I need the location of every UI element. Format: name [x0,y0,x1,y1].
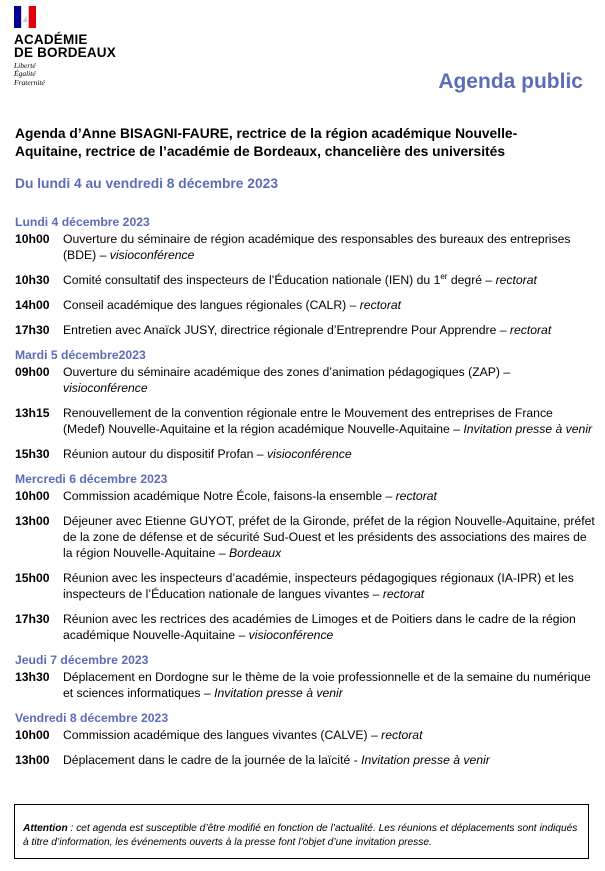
event-description [63,231,595,263]
event-text: Déplacement dans le cadre de la journée de la laïcité - [63,753,362,767]
agenda-period: Du lundi 4 au vendredi 8 décembre 2023 [15,176,279,191]
motto-liberte: Liberté [14,61,36,70]
event-time: 10h00 [15,728,50,742]
event-description [63,405,595,437]
logo-name [14,33,126,59]
motto-fraternite: Fraternité [14,77,45,87]
agenda-event [15,488,595,504]
event-text: Ouverture du séminaire académique des zones d’animation pédagogiques (ZAP) – [63,365,511,379]
event-text: Conseil académique des langues régionales (CALR) – [63,298,360,312]
event-text: Déplacement en Dordogne sur le thème de la voie professionnelle et de la semaine du numérique et sciences informatiques – [63,670,591,700]
agenda-event [15,513,595,561]
event-text: Réunion avec les inspecteurs d’académie, inspecteurs pédagogiques régionaux (IA-IPR) et les inspecteurs de l’Éducation nationale de langues vivantes – [63,571,574,601]
event-text: Ouverture du séminaire de région académique des responsables des bureaux des entreprises (BDE) – [63,232,571,262]
event-location: Bordeaux [229,546,282,560]
event-time: 13h15 [15,406,50,420]
event-time: 10h30 [15,273,50,287]
event-time: 14h00 [15,298,50,312]
event-location: rectorat [395,489,437,503]
day-heading: Vendredi 8 décembre 2023 [15,711,169,725]
event-location: rectorat [495,273,537,287]
event-time: 17h30 [15,612,50,626]
event-time: 09h00 [15,365,50,379]
agenda-event [15,669,595,701]
event-time: 13h00 [15,514,50,528]
day-heading: Lundi 4 décembre 2023 [15,215,150,229]
event-location: visioconférence [248,628,334,642]
day-heading: Mercredi 6 décembre 2023 [15,472,168,486]
day-heading: Mardi 5 décembre2023 [15,348,146,362]
marianne-flag-icon [14,6,36,28]
event-description [63,570,595,602]
event-time: 13h30 [15,670,50,684]
event-time: 15h00 [15,571,50,585]
motto-egalite: Égalité [14,69,36,79]
agenda-event [15,446,595,462]
event-location: Invitation presse à venir [361,753,490,767]
agenda-list [15,214,595,768]
agenda-event [15,405,595,437]
event-text: Entretien avec Anaïck JUSY, directrice régionale d’Entreprendre Pour Apprendre – [63,323,510,337]
event-time: 10h00 [15,232,50,246]
event-description [63,272,595,288]
event-location: visioconférence [109,248,195,262]
event-location: rectorat [509,323,552,337]
agenda-event [15,297,595,313]
document-title: Agenda d’Anne BISAGNI-FAURE, rectrice de la région académique Nouvelle-Aquitaine, rectrice de l’académie de Bordeaux, chancelière des universités [15,126,518,159]
agenda-event [15,570,595,602]
event-description [63,297,595,313]
event-location: rectorat [382,587,425,601]
agenda-event [15,364,595,396]
notice-box [14,804,589,859]
event-location: Invitation presse à venir [214,686,343,700]
agenda-event [15,611,595,643]
notice-text: : cet agenda est susceptible d’être modifié en fonction de l’actualité. Les réunions et déplacements sont indiqués à titre d’information, les événements ouverts à la presse font l’objet d’une invitation presse. [23,823,578,848]
event-description [63,488,595,504]
event-time: 13h00 [15,753,50,767]
event-text: Déjeuner avec Etienne GUYOT, préfet de la Gironde, préfet de la région Nouvelle-Aquitaine, préfet de la zone de défense et de sécurité Sud-Ouest et les présidents des associations des maires de la région Nouvelle-Aquitaine – [63,514,595,560]
event-description [63,669,595,701]
event-description [63,446,595,462]
event-description [63,611,595,643]
event-text: Commission académique Notre École, faisons-la ensemble – [63,489,396,503]
event-description [63,752,595,768]
page-title: Agenda public [438,70,583,93]
event-location: visioconférence [266,447,352,461]
event-text: Renouvellement de la convention régionale entre le Mouvement des entreprises de France (Medef) Nouvelle-Aquitaine et la région académique Nouvelle-Aquitaine – [63,406,553,436]
event-description [63,513,595,561]
notice-label: Attention [23,823,68,834]
agenda-event [15,322,595,338]
event-time: 17h30 [15,323,50,337]
event-time: 15h30 [15,447,50,461]
day-heading: Jeudi 7 décembre 2023 [15,653,149,667]
event-description [63,364,595,396]
event-text: Commission académique des langues vivantes (CALVE) – [63,728,382,742]
event-description [63,727,595,743]
logo-line-2: DE BORDEAUX [14,45,116,60]
academie-logo [14,6,126,102]
logo-line-1: ACADÉMIE [14,32,88,47]
event-text: Comité consultatif des inspecteurs de l’Éducation nationale (IEN) du 1er degré – [63,271,496,287]
agenda-event [15,727,595,743]
event-description [63,322,595,338]
event-location: rectorat [381,728,423,742]
event-text: Réunion autour du dispositif Profan – [63,447,267,461]
agenda-event [15,272,595,288]
event-location: rectorat [359,298,402,312]
republic-motto [14,62,126,87]
event-location: visioconférence [63,381,148,395]
agenda-event [15,231,595,263]
event-time: 10h00 [15,489,50,503]
event-text: Réunion avec les rectrices des académies de Limoges et de Poitiers dans le cadre de la région académique Nouvelle-Aquitaine – [63,612,576,642]
event-location: Invitation presse à venir [463,422,593,436]
agenda-event [15,752,595,768]
